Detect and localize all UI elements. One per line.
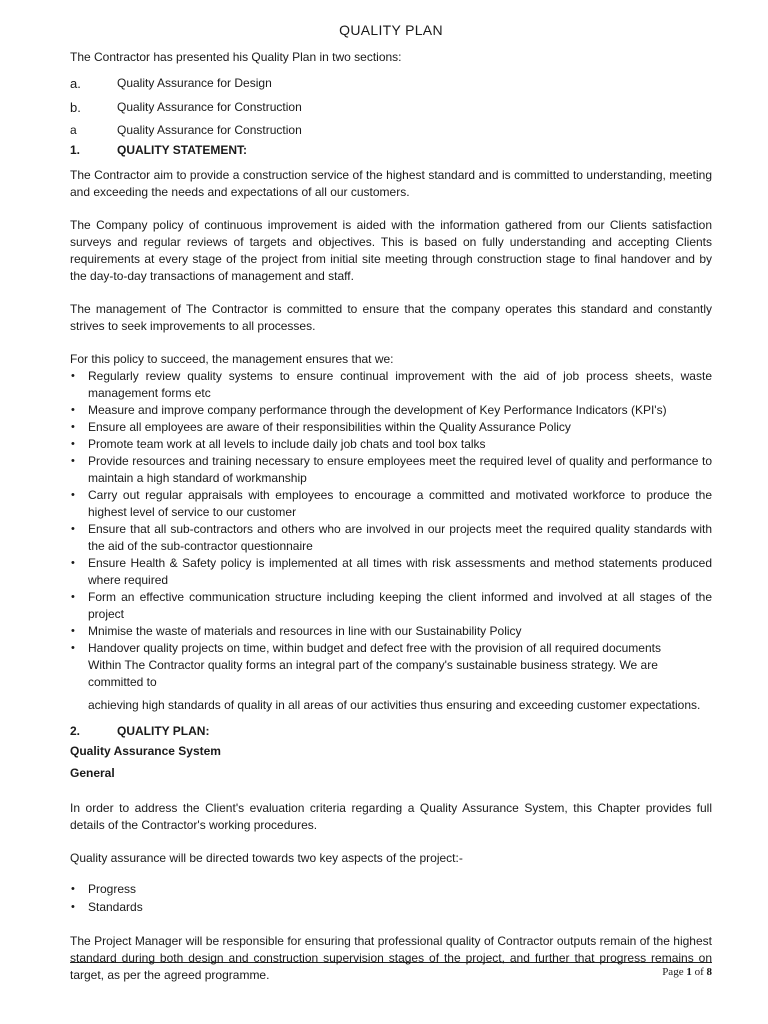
paragraph: Quality assurance will be directed towards two key aspects of the project:- xyxy=(70,851,463,865)
footer-divider xyxy=(70,962,712,963)
list-item: • Provide resources and training necessary to ensure employees meet the required level of quality and performance to maintain a high standard of workmanship xyxy=(70,453,712,487)
heading-number: 2. xyxy=(70,723,81,738)
list-item: • Mnimise the waste of materials and resources in line with our Sustainability Policy xyxy=(70,623,712,640)
page-current: 1 xyxy=(686,966,692,978)
paragraph: The Project Manager will be responsible for ensuring that professional quality of Contractor outputs remain of the highest standard during both design and construction supervision stages of the project, and further that progress remains on target, as per the agreed programme. xyxy=(70,934,712,982)
section-list-item xyxy=(70,95,712,119)
list-item: • Carry out regular appraisals with employees to encourage a committed and motivated workforce to produce the highest level of service to our customer xyxy=(70,487,712,521)
section-letter: a. xyxy=(70,75,81,91)
section-text: Quality Assurance for Construction xyxy=(117,122,302,137)
section-text: Quality Assurance for Design xyxy=(117,75,272,90)
heading-text: QUALITY PLAN: xyxy=(117,723,210,738)
heading-quality-plan xyxy=(70,722,712,740)
section-text: Quality Assurance for Construction xyxy=(117,99,302,114)
page-number xyxy=(662,966,712,978)
section-letter: a xyxy=(70,122,77,137)
list-item: • Standards xyxy=(70,899,712,917)
page-of-label: of xyxy=(694,966,704,978)
heading-text: QUALITY STATEMENT: xyxy=(117,142,247,157)
paragraph: The management of The Contractor is committed to ensure that the company operates this standard and constantly strives to seek improvements to all processes. xyxy=(70,302,712,333)
page-title: QUALITY PLAN xyxy=(339,22,443,38)
paragraph: The Contractor aim to provide a construction service of the highest standard and is committed to understanding, meeting and exceeding the needs and expectations of all our customers. xyxy=(70,168,712,199)
closing-line: achieving high standards of quality in all areas of our activities thus ensuring and exceeding customer expectations. xyxy=(88,698,701,712)
list-item: • Ensure all employees are aware of their responsibilities within the Quality Assurance Policy xyxy=(70,419,712,436)
list-item: • Ensure that all sub-contractors and others who are involved in our projects meet the required quality standards with the aid of the sub-contractor questionnaire xyxy=(70,521,712,555)
closing-statement xyxy=(70,657,712,714)
list-item: • Promote team work at all levels to include daily job chats and tool box talks xyxy=(70,436,712,453)
section-list-item xyxy=(70,71,712,95)
closing-line: Within The Contractor quality forms an integral part of the company's sustainable business strategy. We are committed to xyxy=(88,658,658,689)
heading-number: 1. xyxy=(70,142,81,157)
aspects-list xyxy=(70,881,712,917)
paragraph: In order to address the Client's evaluation criteria regarding a Quality Assurance System, this Chapter provides full details of the Contractor's working procedures. xyxy=(70,801,712,832)
list-item: • Progress xyxy=(70,881,712,899)
page-total: 8 xyxy=(706,966,712,978)
page-label: Page xyxy=(662,966,684,978)
document-body xyxy=(70,22,712,984)
paragraph: The Company policy of continuous improvement is aided with the information gathered from our Clients satisfaction surveys and regular reviews of targets and objectives. This is based on fully understanding and accepting Clients requirements at every stage of the project from initial site meeting through construction stage to final handover and by the day-to-day transactions of management and staff. xyxy=(70,218,712,283)
list-item: • Handover quality projects on time, within budget and defect free with the provision of all required documents xyxy=(70,640,712,657)
list-item: • Measure and improve company performance through the development of Key Performance Indicators (KPI's) xyxy=(70,402,712,419)
intro-text: The Contractor has presented his Quality Plan in two sections: xyxy=(70,50,402,64)
list-item: • Form an effective communication structure including keeping the client informed and involved at all stages of the project xyxy=(70,589,712,623)
section-letter: b. xyxy=(70,99,81,115)
section-list-item xyxy=(70,119,712,141)
heading-quality-statement xyxy=(70,141,712,159)
paragraph: For this policy to succeed, the management ensures that we: xyxy=(70,352,394,366)
subheading: General xyxy=(70,766,115,780)
list-item: • Ensure Health & Safety policy is implemented at all times with risk assessments and method statements produced where required xyxy=(70,555,712,589)
subheading: Quality Assurance System xyxy=(70,744,221,758)
policy-bullet-list xyxy=(70,368,712,657)
list-item: • Regularly review quality systems to ensure continual improvement with the aid of job process sheets, waste management forms etc xyxy=(70,368,712,402)
